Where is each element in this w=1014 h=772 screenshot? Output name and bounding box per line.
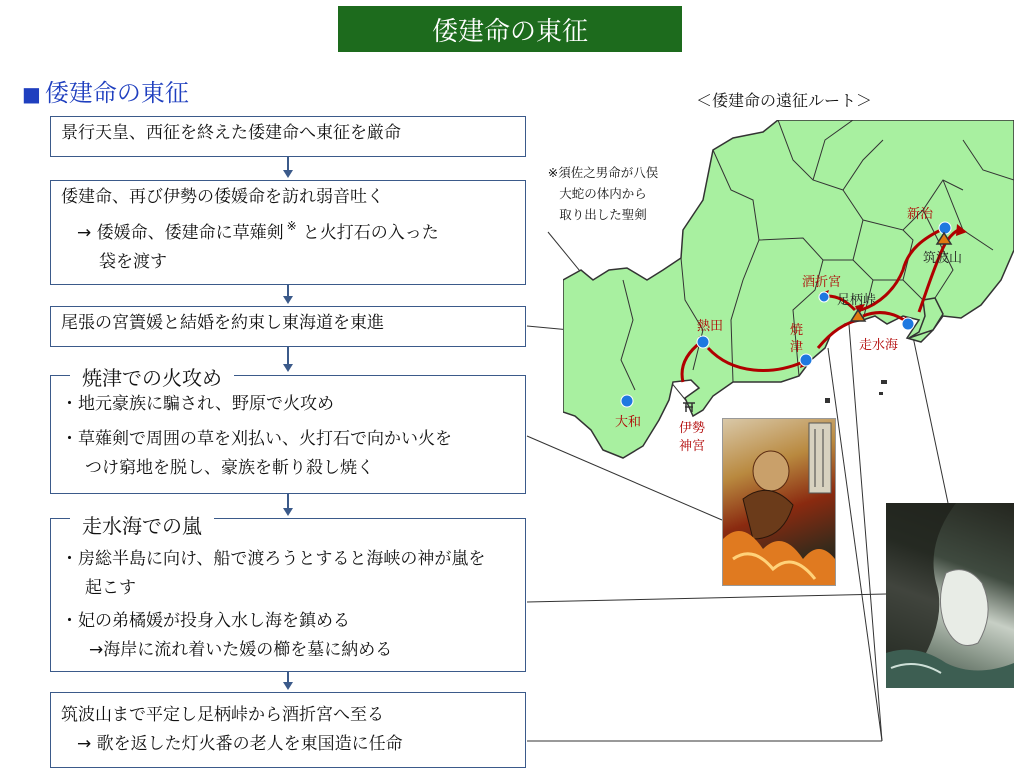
label-niihari: 新治 [907,207,934,222]
note-line: 取り出した聖剣 [559,207,647,222]
flow-text: 景行天皇、西征を終えた倭建命へ東征を厳命 [61,123,401,143]
flow-text: 倭建命、再び伊勢の倭媛命を訪れ弱音吐く [61,187,384,207]
flow-text-part: と火打石の入った [302,223,439,243]
storm-painting-drawing [886,503,1014,688]
square-bullet-icon: ■ [22,82,41,106]
label-yaizu-2: 津 [790,340,804,355]
note-line: ※須佐之男命が八俣 [547,165,659,180]
label-ise-2: 神宮 [679,439,706,454]
section-heading-text: 倭建命の東征 [44,79,189,107]
storm-painting-image [886,503,1014,688]
flow-text: 筑波山まで平定し足柄峠から酒折宮へ至る [61,705,384,725]
ukiyoe-fire-drawing [723,419,835,585]
flow-text: つけ窮地を脱し、豪族を斬り殺し焼く [85,458,374,478]
flow-box-owari [50,306,526,347]
label-yaizu-1: 焼 [790,323,804,338]
hashirimizu-heading: 走水海での嵐 [70,510,214,539]
flow-text: ・妃の弟橘媛が投身入水し海を鎮める [61,611,350,631]
page-title: 倭建命の東征 [338,6,682,52]
note-line: 大蛇の体内から [559,186,647,201]
flow-text: 起こす [85,578,136,598]
flow-box-command [50,116,526,157]
land-mass [563,120,1014,458]
label-sakaori: 酒折宮 [802,275,842,290]
flow-box-hashirimizu [50,518,526,672]
flow-text: ・地元豪族に騙され、野原で火攻め [61,394,335,414]
flow-text [61,212,515,248]
flow-text: → 歌を返した灯火番の老人を東国造に任命 [77,734,403,754]
label-yamato: 大和 [615,415,642,430]
label-ise-1: 伊勢 [679,421,706,436]
label-hashirimizu: 走水海 [859,338,899,353]
yaizu-heading: 焼津での火攻め [70,362,234,391]
flow-text: 尾張の宮簀媛と結婚を約束し東海道を東進 [61,313,384,333]
flow-box-yaizu [50,375,526,494]
footnote-mark: ※ [286,219,297,233]
map-title: ＜倭建命の遠征ルート＞ [696,91,873,110]
flow-text-part: → 倭媛命、倭建命に草薙剣 [77,223,284,243]
ukiyoe-fire-image [722,418,836,586]
flow-box-tsukuba [50,692,526,768]
flow-text: ・房総半島に向け、船で渡ろうとすると海峡の神が嵐を [61,549,486,569]
flow-box-ise-visit [50,180,526,285]
flow-text: 袋を渡す [99,252,167,272]
flow-text: →海岸に流れ着いた媛の櫛を墓に納める [89,640,393,660]
label-tsukuba: 筑波山 [923,251,963,266]
label-ashigara: 足柄峠 [837,293,877,308]
label-atsuta: 熱田 [697,319,724,334]
flow-text: ・草薙剣で周囲の草を刈払い、火打石で向かい火を [61,429,452,449]
